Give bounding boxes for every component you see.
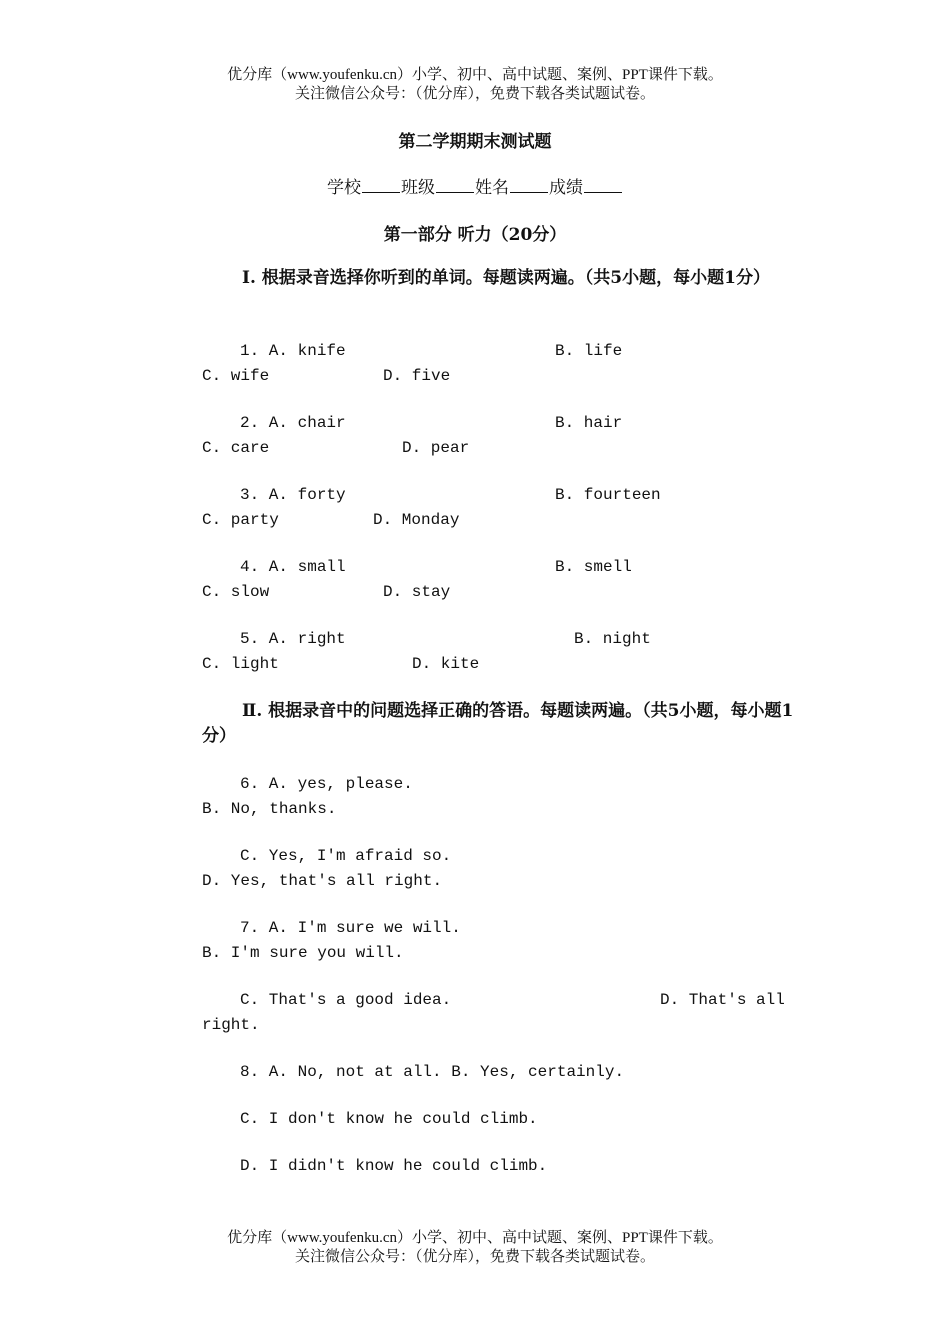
q4-option-c: C. slow [202,583,270,601]
q1-option-d: D. five [383,367,451,385]
q4-option-b: B. smell [555,558,632,576]
page-header-line-1: 优分库（www.youfenku.cn）小学、初中、高中试题、案例、PPT课件下载。 [227,67,723,83]
q3-option-d: D. Monday [373,511,460,529]
q1-option-b: B. life [555,342,623,360]
page-title: 第二学期期末测试题 [398,132,552,152]
q7-option-d-continued: right. [202,1016,260,1034]
q5-option-a: 5. A. right [240,630,346,648]
info-line [0,173,950,198]
q5-option-c: C. light [202,655,279,673]
q3-option-b: B. fourteen [555,486,661,504]
q1-option-c: C. wife [202,367,270,385]
q5-option-d: D. kite [412,655,480,673]
score-label: 成绩 [549,178,583,198]
q6-option-c: C. Yes, I'm afraid so. [240,847,452,865]
school-blank[interactable] [362,178,400,193]
section1-heading: Ⅰ. 根据录音选择你听到的单词。每题读两遍。（共5小题，每小题1分） [242,268,770,288]
q1-option-a: 1. A. knife [240,342,346,360]
q2-option-b: B. hair [555,414,623,432]
q4-option-d: D. stay [383,583,451,601]
q8-options-a-b: 8. A. No, not at all. B. Yes, certainly. [240,1063,625,1081]
page-header-line-2: 关注微信公众号：（优分库），免费下载各类试题试卷。 [294,86,655,102]
q2-option-d: D. pear [402,439,470,457]
q6-option-a: 6. A. yes, please. [240,775,413,793]
q2-option-a: 2. A. chair [240,414,346,432]
q6-option-d: D. Yes, that's all right. [202,872,443,890]
page-footer-line-2: 关注微信公众号：（优分库），免费下载各类试题试卷。 [294,1249,655,1265]
q7-option-a: 7. A. I'm sure we will. [240,919,461,937]
q6-option-b: B. No, thanks. [202,800,337,818]
q8-option-d: D. I didn't know he could climb. [240,1157,548,1175]
school-label: 学校 [327,178,361,198]
q8-option-c: C. I don't know he could climb. [240,1110,538,1128]
q2-option-c: C. care [202,439,270,457]
q7-option-d: D. That's all [660,991,785,1009]
q5-option-b: B. night [574,630,651,648]
q7-option-b: B. I'm sure you will. [202,944,404,962]
q3-option-a: 3. A. forty [240,486,346,504]
section2-heading: Ⅱ. 根据录音中的问题选择正确的答语。每题读两遍。（共5小题，每小题1分） [202,701,794,746]
page-footer-line-1: 优分库（www.youfenku.cn）小学、初中、高中试题、案例、PPT课件下载。 [227,1230,723,1246]
class-label: 班级 [401,178,435,198]
score-blank[interactable] [584,178,622,193]
name-label: 姓名 [475,178,509,198]
q3-option-c: C. party [202,511,279,529]
q4-option-a: 4. A. small [240,558,346,576]
class-blank[interactable] [436,178,474,193]
part-title: 第一部分 听力（20分） [383,225,567,245]
name-blank[interactable] [510,178,548,193]
q7-option-c: C. That's a good idea. [240,991,452,1009]
